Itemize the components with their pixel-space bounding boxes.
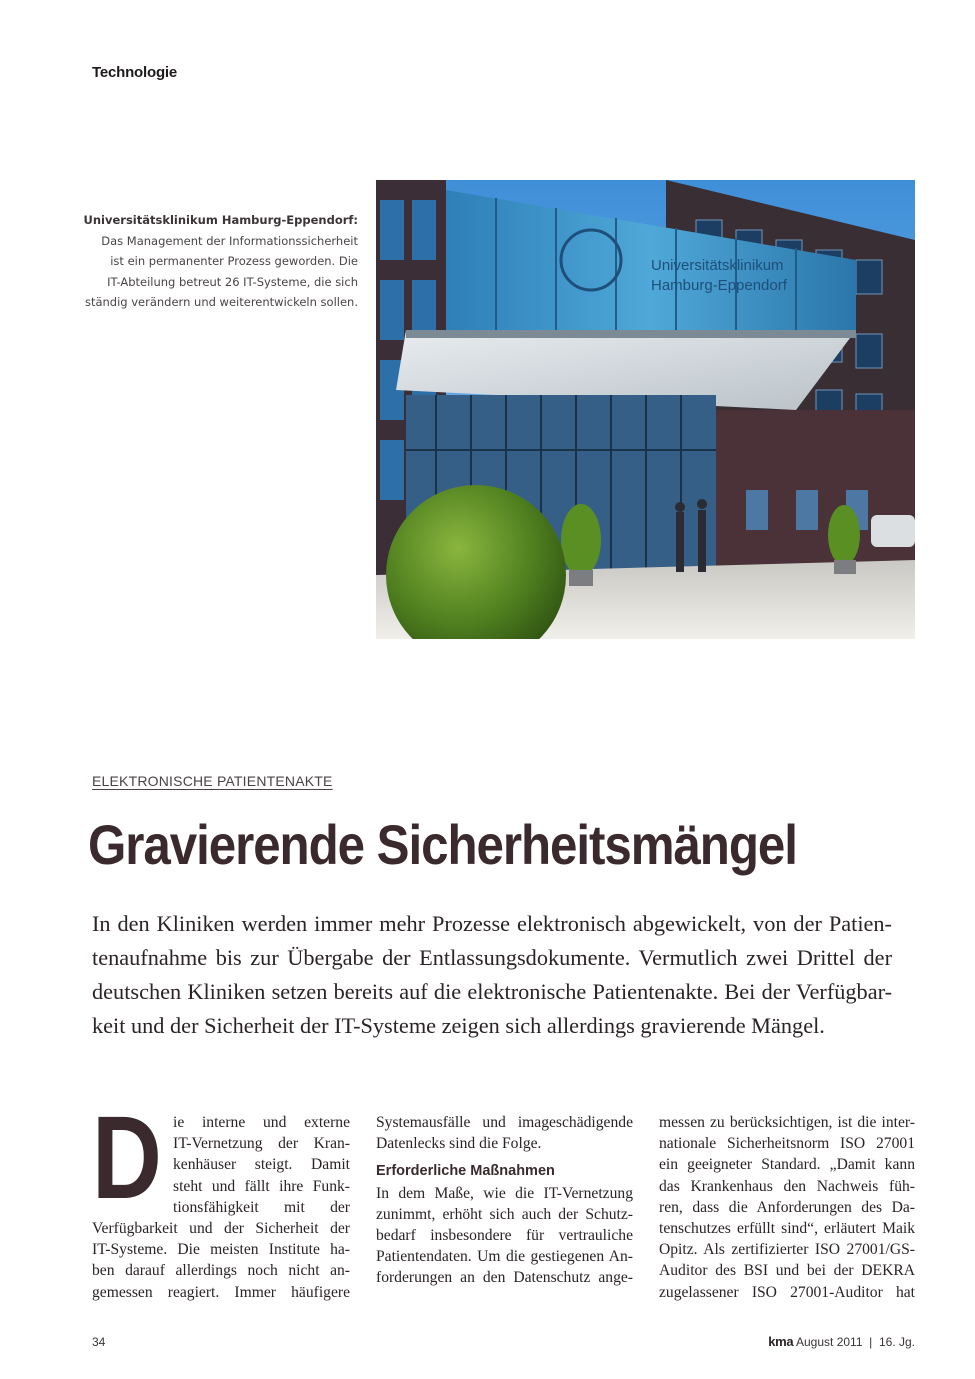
- body-line: Patientendaten. Um die gestiegenen An-: [376, 1248, 633, 1266]
- page-number: 34: [92, 1335, 106, 1349]
- body-line: IT-Vernetzung der Kran-: [173, 1135, 350, 1153]
- caption-line: ständig verändern und weiterentwickeln sollen.: [84, 295, 358, 309]
- lead-line: tenaufnahme bis zur Übergabe der Entlassungsdokumente. Vermutlich zwei Drittel der: [92, 945, 892, 970]
- section-label: Technologie: [92, 64, 178, 81]
- drop-cap: D: [92, 1092, 162, 1224]
- body-line: steht und fällt ihre Funk-: [173, 1177, 350, 1195]
- magazine-logo: kma: [768, 1334, 794, 1349]
- body-line: IT-Systeme. Die meisten Institute ha-: [92, 1241, 350, 1259]
- lead-line: keit und der Sicherheit der IT-Systeme zeigen sich allerdings gravierende Mängel.: [92, 1013, 825, 1038]
- subheading: Erforderliche Maßnahmen: [376, 1163, 555, 1180]
- body-line: nationale Sicherheitsnorm ISO 27001: [659, 1135, 915, 1153]
- body-line: ie interne und externe: [173, 1114, 350, 1131]
- caption-line: ist ein permanenter Prozess geworden. Die: [110, 254, 358, 268]
- footer-separator: |: [869, 1335, 873, 1349]
- body-line: ben darauf allerdings noch nicht an-: [92, 1262, 350, 1280]
- issue-date: August 2011: [796, 1335, 863, 1349]
- lead-paragraph: [92, 907, 892, 1043]
- body-line: gemessen reagiert. Immer häufigere: [92, 1283, 350, 1301]
- body-line: zunimmt, erhöht sich auch der Schutz-: [376, 1205, 633, 1223]
- body-line: ren, dass die Anforderungen des Da-: [659, 1198, 915, 1216]
- body-line: messen zu berücksichtigen, ist die inter-: [659, 1114, 915, 1131]
- caption-title: Universitätsklinikum Hamburg-Eppendorf:: [83, 213, 358, 227]
- lead-line: In den Kliniken werden immer mehr Prozesse elektronisch abgewickelt, von der Patien-: [92, 911, 892, 936]
- headline: Gravierende Sicherheitsmängel: [88, 813, 797, 876]
- body-line: tenschutzes erfüllt sind“, erläutert Maik: [659, 1220, 915, 1238]
- body-line: bedarf insbesondere für vertrauliche: [376, 1227, 633, 1245]
- facade-sign-line2: Hamburg-Eppendorf: [651, 277, 787, 294]
- caption-line: Das Management der Informationssicherheit: [101, 233, 358, 248]
- kicker: ELEKTRONISCHE PATIENTENAKTE: [92, 773, 333, 789]
- footer-issue-info: [768, 1334, 915, 1349]
- body-line: zugelassener ISO 27001-Auditor hat: [659, 1283, 915, 1301]
- caption-line: IT-Abteilung betreut 26 IT-Systeme, die sich: [107, 274, 358, 289]
- body-line: In dem Maße, wie die IT-Vernetzung: [376, 1184, 633, 1202]
- body-line: das Krankenhaus den Nachweis füh-: [659, 1177, 915, 1195]
- body-line: Datenlecks sind die Folge.: [376, 1135, 542, 1153]
- body-line: Verfügbarkeit und der Sicherheit der: [92, 1220, 350, 1238]
- lead-line: deutschen Kliniken setzen bereits auf die elektronische Patientenakte. Bei der Verfügbar-: [92, 979, 892, 1004]
- body-line: Opitz. Als zertifizierter ISO 27001/GS-: [659, 1241, 915, 1259]
- photo-caption: [80, 210, 358, 313]
- body-line: Auditor des BSI und bei der DEKRA: [659, 1262, 915, 1280]
- body-line: forderungen an den Datenschutz ange-: [376, 1269, 633, 1287]
- body-line: ein geeigneter Standard. „Damit kann: [659, 1156, 915, 1174]
- body-line: tionsfähigkeit mit der: [173, 1198, 350, 1216]
- body-line: kenhäuser steigt. Damit: [173, 1156, 350, 1174]
- hospital-photo: [376, 180, 915, 639]
- volume: 16. Jg.: [878, 1335, 915, 1349]
- body-line: Systemausfälle und imageschädigende: [376, 1114, 633, 1131]
- facade-sign-line1: Universitätsklinikum: [651, 257, 784, 274]
- body-column-3: [659, 1112, 915, 1303]
- body-column-1: [92, 1112, 350, 1303]
- body-column-2: [376, 1112, 633, 1289]
